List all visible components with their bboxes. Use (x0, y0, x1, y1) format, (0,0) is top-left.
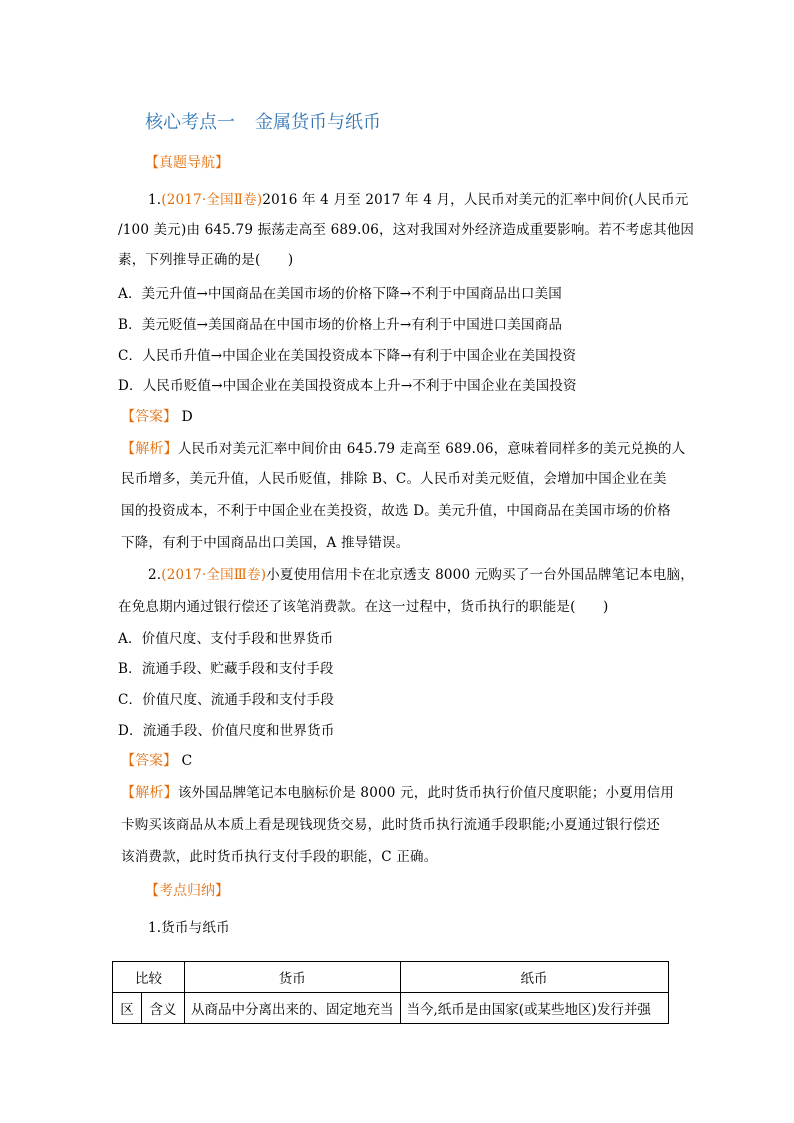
q2-option-a: A．价值尺度、支付手段和世界货币 (118, 631, 334, 647)
q2-answer-label: 【答案】 (121, 753, 177, 769)
table-header-money: 货币 (185, 962, 401, 993)
q2-number: 2. (148, 567, 162, 583)
q1-source: (2017·全国Ⅱ卷) (161, 192, 263, 208)
q2-option-c: C．价值尺度、流通手段和支付手段 (118, 692, 335, 708)
section-real-label: 【真题导航】 (145, 155, 229, 171)
comparison-table (112, 961, 669, 1024)
q2-line1 (148, 563, 694, 583)
q1-answer (121, 406, 193, 426)
q2-answer-value: C (181, 753, 193, 769)
q1-option-a: A．美元升值→中国商品在美国市场的价格下降→不利于中国商品出口美国 (118, 286, 562, 302)
q1-line1 (148, 188, 689, 208)
table-cell-category: 区 (113, 993, 142, 1024)
q2-analysis-2: 卡购买该商品从本质上看是现钱现货交易，此时货币执行流通手段职能;小夏通过银行偿还 (121, 817, 661, 833)
table-header-paper-money: 纸币 (400, 962, 668, 993)
table-cell-item: 含义 (142, 993, 185, 1024)
q1-analysis-text-1: 人民币对美元汇率中间价由 645.79 走高至 689.06，意味着同样多的美元兑换的人 (177, 441, 686, 457)
q1-number: 1. (148, 192, 162, 208)
page-title (145, 108, 381, 134)
q1-line2: /100 美元)由 645.79 振荡走高至 689.06，这对我国对外经济造成重要影响。若不考虑其他因 (118, 222, 695, 238)
table-header-compare: 比较 (113, 962, 185, 993)
q2-answer (121, 750, 192, 770)
table-cell-money: 从商品中分离出来的、固定地充当 (185, 993, 401, 1024)
q1-analysis-label: 【解析】 (121, 441, 178, 457)
title-part2: 金属货币与纸币 (255, 112, 381, 133)
q1-option-c: C．人民币升值→中国企业在美国投资成本下降→有利于中国企业在美国投资 (118, 348, 577, 364)
q1-answer-label: 【答案】 (121, 409, 177, 425)
q2-line2: 在免息期内通过银行偿还了该笔消费款。在这一过程中，货币执行的职能是( ) (118, 599, 609, 615)
q2-option-d: D．流通手段、价值尺度和世界货币 (118, 723, 335, 739)
section-summary-label: 【考点归纳】 (145, 883, 229, 899)
q1-analysis-4: 下降，有利于中国商品出口美国，A 推导错误。 (121, 535, 410, 551)
q2-source: (2017·全国Ⅲ卷) (161, 567, 267, 583)
subheading: 1.货币与纸币 (148, 920, 230, 936)
q2-analysis-3: 该消费款，此时货币执行支付手段的职能，C 正确。 (121, 849, 438, 865)
q1-analysis-1 (121, 437, 685, 458)
q2-analysis-text-1: 该外国品牌笔记本电脑标价是 8000 元，此时货币执行价值尺度职能；小夏用信用 (177, 785, 675, 801)
q1-analysis-2: 民币增多，美元升值，人民币贬值，排除 B、C。人民币对美元贬值，会增加中国企业在美 (121, 471, 667, 487)
q1-line3: 素，下列推导正确的是( ) (118, 252, 294, 268)
table-cell-paper-money: 当今,纸币是由国家(或某些地区)发行并强 (400, 993, 668, 1024)
q1-analysis-3: 国的投资成本，不利于中国企业在美投资，故选 D。美元升值，中国商品在美国市场的价格 (121, 503, 671, 519)
q1-text-1: 2016 年 4 月至 2017 年 4 月，人民币对美元的汇率中间价(人民币元 (262, 192, 689, 208)
table-row (113, 993, 669, 1024)
q1-option-b: B．美元贬值→美国商品在中国市场的价格上升→有利于中国进口美国商品 (118, 317, 563, 333)
table-header-row (113, 962, 669, 993)
q2-analysis-label: 【解析】 (121, 785, 178, 801)
q1-answer-value: D (181, 409, 193, 425)
q1-option-d: D．人民币贬值→中国企业在美国投资成本上升→不利于中国企业在美国投资 (118, 378, 577, 394)
title-part1: 核心考点一 (145, 112, 235, 133)
q2-analysis-1 (121, 781, 674, 802)
q2-text-1: 小夏使用信用卡在北京透支 8000 元购买了一台外国品牌笔记本电脑， (266, 567, 694, 583)
q2-option-b: B．流通手段、贮藏手段和支付手段 (118, 661, 334, 677)
